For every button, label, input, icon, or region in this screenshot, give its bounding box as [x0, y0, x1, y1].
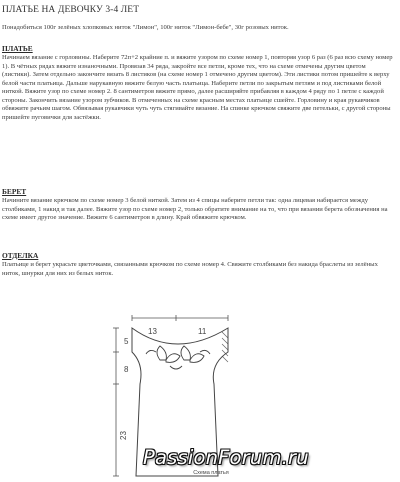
dim-label-8: 8 [124, 365, 129, 374]
dim-label-5: 5 [124, 337, 129, 346]
dim-label-23: 23 [119, 431, 128, 440]
dim-label-11: 11 [198, 327, 207, 336]
pattern-sheet-label: Схема платья [193, 470, 229, 476]
section-text-finishing: Платьице и берет украсьте цветочками, связанными крючком по схеме номер 4. Свяжите столбиками без накида браслеты из зелёных ниток, шнурки для них из белых ниток. [2, 261, 378, 277]
section-heading-dress: ПЛАТЬЕ [2, 44, 33, 53]
page-title: ПЛАТЬЕ НА ДЕВОЧКУ 3-4 ЛЕТ [2, 5, 140, 15]
seam-marks [222, 332, 228, 362]
leaf-motifs [146, 346, 210, 369]
materials-intro: Понадобиться 100г зелёных хлопковых ниток "Лимон", 100г ниток "Лимон-бебе", 30г розовых ниток. [2, 24, 289, 31]
section-text-beret: Начините вязание крючком по схеме номер 3 белой ниткой. Затем из 4 спицы наберите петли так: одна лицевая набирается между столбиками, 1 накид и так далее. Вяжите узор по схеме номер 2, только обратите внимание на то, что при вязании берета обозначения на схеме имеет другое значение. Вяжите 6 сантиметров в длину. Край обвяжите крючком. [2, 197, 388, 222]
section-heading-beret: БЕРЕТ [2, 187, 27, 196]
dim-label-13: 13 [148, 327, 157, 336]
watermark: PassionForum.ru [143, 446, 309, 469]
section-heading-finishing: ОТДЕЛКА [2, 251, 39, 260]
section-text-dress: Начинаем вязание с горловины. Наберите 72п+2 крайние п. и вяжите узором по схеме номер 1, повторяя узор 6 раз (6 раз всю схему номер 1). В чётных рядах вяжите изнаночными. Провязав 34 ряда, закройте все петли, кроме тех, что на схеме отмечены другим цветом (листики). Затем отдельно закончите вязать 8 листиков (на схеме номер 1 отмечено другим цветом). Эти листики потом пришейте к верху белой части платьица. Дальше нарукавную вяжите белую часть платьица. Наберите петли по закрытым петлям и под листиками белой ниткой. Вяжите узор по схеме номер 2. 8 сантиметров вяжите прямо, далее расширяйте прибавляя в каждом 4 ряду по 1 петле с каждой стороны. Закончить вязание узором зубчиков. В отмеченных на схеме красным местах платьице сшейте. Горловину и края рукавчиков обвяжите рачьим шагом. Обвязывая рукавчики чуть чуть стягивайте вязание. На спинке крючком свяжите две петельки, с другой стороны пришейте пуговички для застёжки. [2, 54, 393, 121]
